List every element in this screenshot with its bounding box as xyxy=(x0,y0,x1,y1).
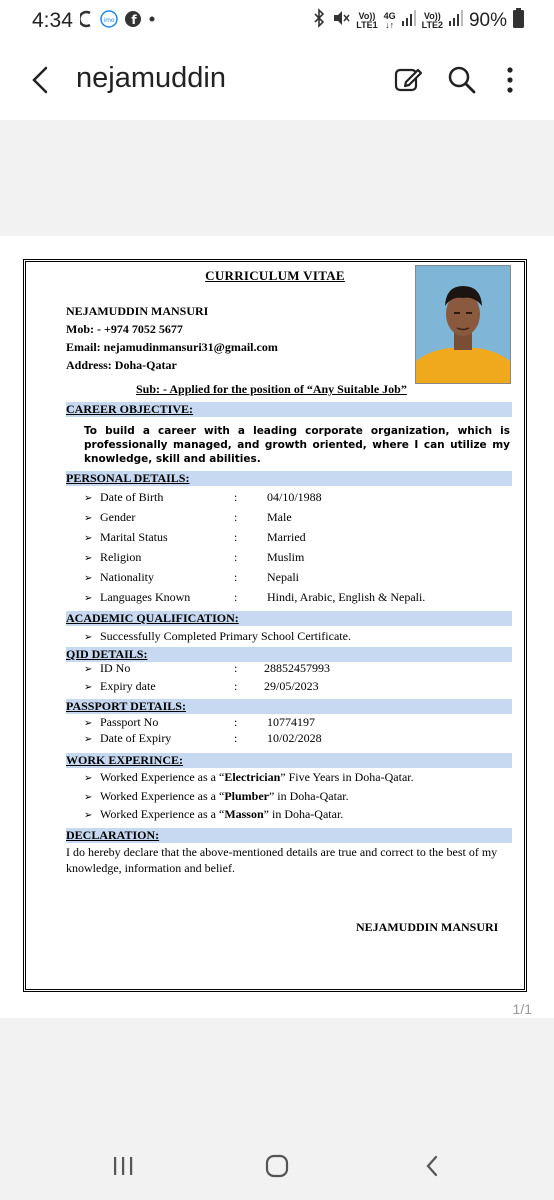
languages-value: Hindi, Arabic, English & Nepali. xyxy=(267,590,426,604)
mute-icon xyxy=(332,8,350,34)
edit-icon[interactable] xyxy=(392,64,424,96)
passport-heading: PASSPORT DETAILS: xyxy=(66,699,512,714)
mobile-number: Mob: - +974 7052 5677 xyxy=(66,322,183,336)
list-item: ➢ Religion xyxy=(84,550,142,564)
declaration-heading: DECLARATION: xyxy=(66,828,512,843)
signal-icon xyxy=(449,10,463,32)
data-saver-icon xyxy=(80,10,94,33)
list-item: ➢ Languages Known xyxy=(84,590,191,604)
battery-icon xyxy=(513,8,524,34)
passport-number-value: 10774197 xyxy=(267,715,315,729)
qid-number-value: 28852457993 xyxy=(264,661,330,675)
facebook-icon xyxy=(124,10,142,33)
volte2-indicator: Vo)) LTE2 xyxy=(421,11,443,30)
app-bar xyxy=(0,42,554,120)
list-item: ➢ Worked Experience as a “Electrician” Five Years in Doha-Qatar. xyxy=(84,770,414,784)
declaration-text: I do hereby declare that the above-mentioned details are true and correct to the best of my knowledge, information and belief. xyxy=(66,845,498,875)
list-item: ➢ ID No xyxy=(84,661,131,675)
svg-text:f: f xyxy=(131,13,137,27)
candidate-name: NEJAMUDDIN MANSURI xyxy=(66,304,209,318)
list-item: ➢ Worked Experience as a “Masson” in Doha-Qatar. xyxy=(84,807,344,821)
address: Address: Doha-Qatar xyxy=(66,358,177,372)
profile-photo xyxy=(415,265,511,384)
passport-expiry-value: 10/02/2028 xyxy=(267,731,322,745)
dot-icon xyxy=(148,10,156,33)
personal-details-heading: PERSONAL DETAILS: xyxy=(66,471,512,486)
network-type: 4G ↓↑ xyxy=(383,11,396,30)
religion-value: Muslim xyxy=(267,550,305,564)
volte1-indicator: Vo)) LTE1 xyxy=(356,11,378,30)
career-objective-text: To build a career with a leading corporate organization, which is professionally managed, and growth oriented, where I can utilize my knowledge, skill and abilities. xyxy=(84,425,510,465)
marital-status-value: Married xyxy=(267,530,306,544)
search-icon[interactable] xyxy=(446,64,478,96)
list-item: ➢ Nationality xyxy=(84,570,154,584)
more-icon[interactable] xyxy=(494,64,526,96)
signal-icon xyxy=(402,10,416,32)
list-item: ➢ Marital Status xyxy=(84,530,168,544)
cv-title: CURRICULUM VITAE xyxy=(205,268,345,283)
list-item: ➢ Passport No xyxy=(84,715,159,729)
nationality-value: Nepali xyxy=(267,570,299,584)
imo-icon xyxy=(100,10,118,33)
cv-document: CURRICULUM VITAE NEJAMUDDIN MANSURI Mob: - +974 7052 5677 Email: nejamudinmansuri31@gmail.com Address: Doha-Qatar Sub: - Applied for the position of “Any Suitable Job” CAREER OBJECTIVE: To build a career with a leading corporate organization, which is professionally managed, and growth oriented, where I can utilize my knowledge, skill and abilities. PERSONAL DETAILS: ➢ Date of Birth : 04/10/1988 ➢ Gender : Male ➢ Marital Status : Married ➢ Religion : Muslim ➢ Nationality : Nepali ➢ Languages Known : Hindi, Arabic, English & Nepali. ACADEMIC QUALIFICATION: ➢ Successfully Completed Primary School Certificate. QID DETAILS: ➢ ID No : 28852457993 ➢ Expiry date : 29/05/2023 PASSPORT DETAILS: ➢ Passport No : 10774197 ➢ Date of Expiry : 10/02/2028 WORK EXPERINCE: ➢ Worked Experience as a “Electrician” Five Years in Doha-Qatar. ➢ Worked Experience as a “Plumber” in Doha-Qatar. ➢ Worked Experience as a “Masson” in Doha-Qatar. DECLARATION: I do hereby declare that the above-mentioned details are true and correct to the best of my knowledge, information and belief. NEJAMUDDIN MANSURI xyxy=(23,259,527,992)
gender-value: Male xyxy=(267,510,292,524)
list-item: ➢ Successfully Completed Primary School Certificate. xyxy=(84,629,351,643)
list-item: ➢ Worked Experience as a “Plumber” in Doha-Qatar. xyxy=(84,789,349,803)
svg-text:imo: imo xyxy=(103,17,115,24)
career-objective-heading: CAREER OBJECTIVE: xyxy=(66,402,512,417)
home-icon[interactable] xyxy=(262,1151,292,1181)
document-page[interactable] xyxy=(0,236,554,1018)
bluetooth-icon xyxy=(312,8,326,34)
dob-value: 04/10/1988 xyxy=(267,490,322,504)
academic-heading: ACADEMIC QUALIFICATION: xyxy=(66,611,512,626)
status-time: 4:34 xyxy=(32,9,73,32)
battery-percent: 90% xyxy=(468,10,507,31)
navigation-bar xyxy=(0,1135,554,1200)
list-item: ➢ Date of Birth xyxy=(84,490,164,504)
subject-line: Sub: - Applied for the position of “Any Suitable Job” xyxy=(136,382,407,396)
qid-expiry-value: 29/05/2023 xyxy=(264,679,319,693)
work-experience-heading: WORK EXPERINCE: xyxy=(66,753,512,768)
back-nav-icon[interactable] xyxy=(418,1151,448,1181)
status-bar xyxy=(0,0,554,42)
page-indicator: 1/1 xyxy=(512,1001,532,1017)
list-item: ➢ Expiry date xyxy=(84,679,156,693)
list-item: ➢ Gender xyxy=(84,510,136,524)
back-arrow-icon[interactable] xyxy=(26,64,58,96)
page-title: nejamuddin xyxy=(76,62,226,94)
list-item: ➢ Date of Expiry xyxy=(84,731,172,745)
recents-icon[interactable] xyxy=(108,1151,138,1181)
qid-heading: QID DETAILS: xyxy=(66,647,512,662)
email: Email: nejamudinmansuri31@gmail.com xyxy=(66,340,278,354)
signature-name: NEJAMUDDIN MANSURI xyxy=(356,920,499,934)
